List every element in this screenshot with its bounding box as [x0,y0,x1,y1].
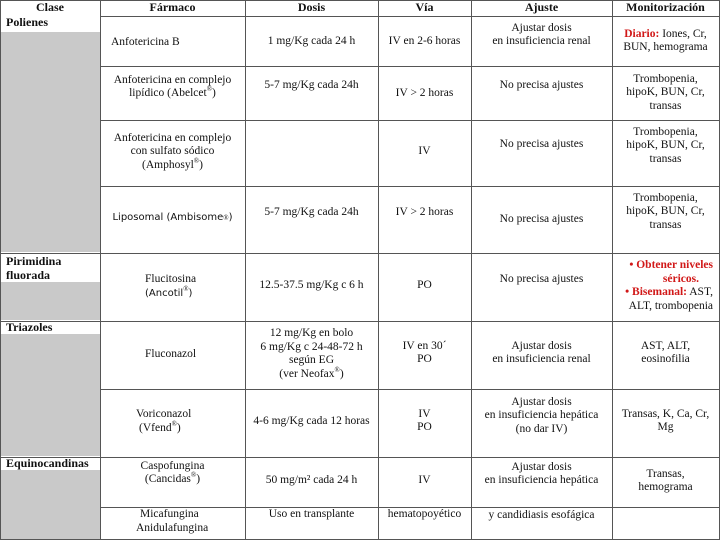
grid-line [100,66,720,67]
ajuste-line: Ajustar dosis [511,460,572,473]
registered-mark: ® [334,365,340,374]
farmaco-flucitosina [100,273,245,300]
mon-line: hemograma [638,481,693,493]
farmaco-text: (Ancotil [145,287,184,299]
mon-line: Trombopenia, [633,72,698,85]
mon-line: AST, ALT, [640,339,691,352]
registered-mark: ® [206,85,213,94]
mon-text: AST, [687,286,713,298]
farmaco-text: ) [188,287,193,299]
mon-line: BUN, hemograma [623,41,708,53]
ajuste-line: (no dar IV) [515,422,568,435]
farmaco-text: ) [212,87,216,99]
mon-line: hipoK, BUN, Cr, [626,139,705,152]
farmaco-text: (Vfend [139,421,172,434]
grid-line [100,16,720,17]
farmaco-line: Anidulafungina [136,521,209,534]
farmaco-line [129,87,216,101]
grid-line [378,0,379,540]
via-line: PO [417,353,432,365]
mon-line [612,286,713,300]
registered-mark: ® [190,471,197,480]
ajuste-line: en insuficiencia hepática [484,409,599,422]
farmaco-line: Caspofungina [140,459,205,472]
farmaco-line [145,473,200,487]
ajuste-caspofungina [471,459,612,489]
dosis-line: 12 mg/Kg en bolo [269,327,354,339]
mon-line: Transas, K, Ca, Cr, [621,407,710,420]
class-triazoles: Triazoles [6,321,53,334]
mon-text: Iones, Cr, [659,27,707,40]
mon-amphosyl [612,124,719,168]
mon-anfotericina-b [612,26,719,56]
class-equinocandinas: Equinocandinas [6,457,89,470]
dosis-anfotericina-b: 1 mg/Kg cada 24 h [267,35,356,48]
header-via: Vía [415,1,434,14]
mon-line: transas [649,152,682,165]
class-pirimidina-line2: fluorada [6,267,51,282]
class-pirimidina-line1: Pirimidina [6,255,62,268]
mon-ambisome [612,190,719,234]
dosis-text: ) [339,367,344,380]
farmaco-line [142,156,203,173]
ajuste-line: en insuficiencia renal [492,35,591,47]
ajuste-line: en insuficiencia hepática [484,474,599,486]
header-monitorizacion: Monitorización [626,1,705,14]
via-caspofungina: IV [418,474,431,487]
dosis-flucitosina: 12.5-37.5 mg/Kg c 6 h [259,279,364,292]
via-mica: hematopoyético [387,508,462,521]
dosis-caspofungina: 50 mg/m² cada 24 h [265,474,358,487]
dosis-line: según EG [288,354,335,366]
mon-flucitosina [612,259,719,313]
mon-abelcet [612,71,719,115]
ajuste-fluconazol [471,338,612,368]
ajuste-anfotericina-b [471,20,612,50]
mon-line: ALT, trombopenia [628,299,713,312]
class-cell-fill [0,334,100,456]
mon-line: séricos. [662,272,699,285]
via-line: IV [418,407,431,420]
dosis-mica: Uso en transplante [268,508,355,521]
via-voriconazol [378,406,471,436]
mon-line: Mg [657,421,674,433]
mon-line: eosinofilia [641,353,690,365]
ajuste-flucitosina: No precisa ajustes [499,273,584,286]
mon-fluconazol [612,338,719,368]
mon-line: transas [649,99,682,112]
farmaco-line [145,284,245,301]
farmaco-ambisome: Liposomal (Ambisome ® ) [112,212,233,224]
ajuste-line: Ajustar dosis [511,339,572,352]
dosis-voriconazol: 4-6 mg/Kg cada 12 horas [253,415,370,428]
farmaco-fluconazol: Fluconazol [145,348,197,360]
farmaco-voriconazol [100,408,245,435]
via-line: PO [417,421,432,433]
grid-line [100,389,720,390]
farmaco-caspofungina [100,458,245,488]
mon-line [624,28,707,42]
header-dosis: Dosis [297,1,326,14]
header-ajuste: Ajuste [524,1,559,14]
class-cell-fill [0,282,100,320]
class-polienes: Polienes [6,16,48,29]
mon-line: hipoK, BUN, Cr, [626,205,705,218]
registered-mark: ® [171,419,177,428]
via-abelcet: IV > 2 horas [395,87,454,100]
class-pirimidina [0,255,100,282]
farmaco-line: Anfotericina en complejo [113,73,232,86]
mon-label-diario: Diario: [624,27,660,40]
farmaco-amphosyl [100,130,245,174]
farmaco-line: Flucitosina [145,273,197,285]
ajuste-line: Ajustar dosis [511,395,572,408]
farmaco-micafungina [100,508,245,535]
dosis-ambisome: 5-7 mg/Kg cada 24h [264,206,359,219]
grid-line [100,120,720,121]
farmaco-abelcet [100,72,245,102]
grid-line [0,253,720,254]
via-fluconazol [378,338,471,368]
registered-mark: ® [193,156,200,165]
mon-line: transas [649,218,682,231]
mon-voriconazol [612,406,719,436]
ajuste-mica: y candidiasis esofágica [488,509,595,522]
dosis-line: 6 mg/Kg c 24-48-72 h [260,340,363,353]
mon-label-bisemanal: • Bisemanal: [625,286,687,298]
ajuste-abelcet: No precisa ajustes [499,79,584,92]
ajuste-line: en insuficiencia renal [492,353,591,365]
via-amphosyl: IV [418,145,431,158]
mon-line: Transas, [646,467,685,480]
farmaco-anfotericina-b: Anfotericina B [111,36,180,48]
farmaco-text: (Cancidas [144,473,191,485]
farmaco-text: Liposomal (Ambisome [112,212,224,224]
dosis-abelcet: 5-7 mg/Kg cada 24h [264,79,359,92]
farmaco-text: ) [176,421,181,434]
farmaco-text: (Amphosyl [142,158,194,171]
mon-line: hipoK, BUN, Cr, [626,86,705,99]
registered-mark: ® [183,284,189,293]
class-cell-fill [0,470,100,540]
class-cell-fill [0,32,100,252]
via-ambisome: IV > 2 horas [395,206,454,219]
ajuste-line: Ajustar dosis [511,21,572,34]
mon-line: • Obtener niveles [629,259,713,271]
ajuste-ambisome: No precisa ajustes [499,213,584,226]
farmaco-line: Micafungina [140,508,199,520]
farmaco-line [136,419,245,436]
dosis-text: (ver Neofax [279,367,335,380]
farmaco-text: ) [199,158,203,171]
mon-line: Trombopenia, [633,125,698,138]
via-anfotericina-b: IV en 2-6 horas [388,35,461,48]
farmaco-text: ) [196,473,201,485]
header-farmaco: Fármaco [149,1,196,14]
via-flucitosina: PO [417,279,432,292]
via-line: IV en 30´ [402,339,447,352]
farmaco-line: Anfotericina en complejo [113,131,232,144]
ajuste-voriconazol [471,394,612,438]
dosis-line [279,365,344,382]
grid-line [0,321,720,322]
farmaco-text: ) [228,212,233,224]
mon-line: Trombopenia, [633,191,698,204]
dosis-fluconazol [245,325,378,383]
farmaco-text: lipídico (Abelcet [129,87,207,99]
ajuste-amphosyl: No precisa ajustes [499,138,584,151]
farmaco-line: con sulfato sódico [130,145,215,158]
header-clase: Clase [36,1,64,14]
mon-caspofungina [612,466,719,496]
farmaco-line: Voriconazol [136,408,192,420]
grid-line [100,186,720,187]
